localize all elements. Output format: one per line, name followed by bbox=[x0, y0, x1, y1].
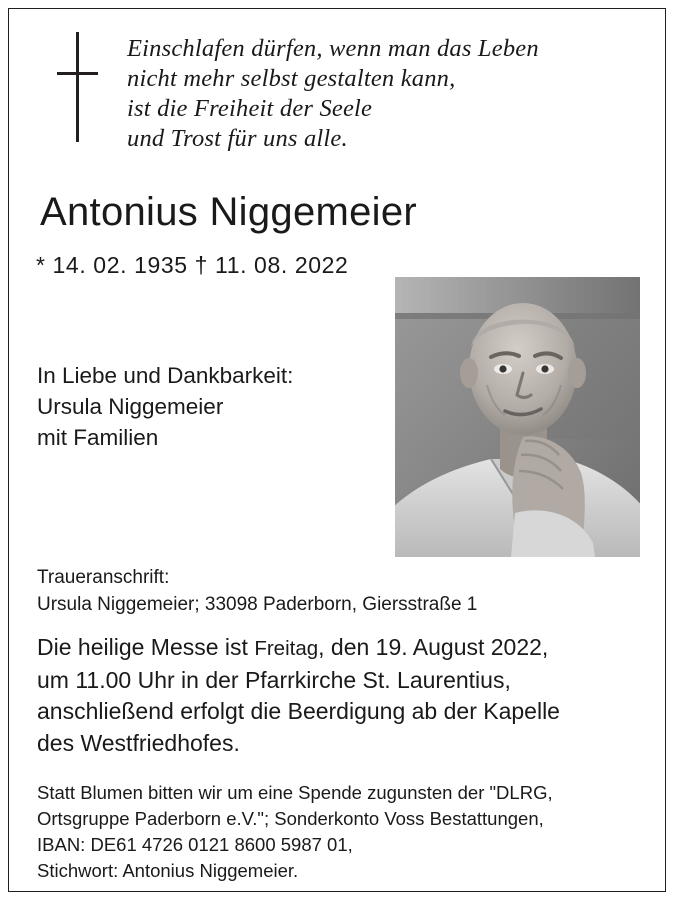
verse-line-2: nicht mehr selbst gestalten kann, bbox=[127, 65, 456, 92]
verse-line-3: ist die Freiheit der Seele bbox=[127, 95, 373, 122]
service-weekday: Freitag bbox=[254, 637, 319, 660]
memorial-verse bbox=[127, 34, 627, 154]
service-line-1b: , den 19. August 2022, bbox=[318, 634, 549, 660]
mourning-address-value: Ursula Niggemeier; 33098 Paderborn, Giersstraße 1 bbox=[37, 594, 478, 615]
verse-line-1: Einschlafen dürfen, wenn man das Leben bbox=[127, 35, 539, 62]
portrait-photo bbox=[395, 277, 640, 557]
verse-line-4: und Trost für uns alle. bbox=[127, 125, 348, 152]
family-block bbox=[37, 360, 293, 453]
deceased-name: Antonius Niggemeier bbox=[40, 190, 418, 234]
donation-line-4: Stichwort: Antonius Niggemeier. bbox=[37, 860, 299, 881]
donation-note bbox=[37, 780, 652, 884]
service-line-2: um 11.00 Uhr in der Pfarrkirche St. Laurentius, bbox=[37, 666, 511, 693]
life-dates: * 14. 02. 1935 † 11. 08. 2022 bbox=[36, 252, 349, 278]
family-line-2: Ursula Niggemeier bbox=[37, 394, 224, 419]
mourning-address bbox=[37, 564, 477, 618]
service-details bbox=[37, 632, 649, 759]
family-line-3: mit Familien bbox=[37, 425, 159, 450]
service-line-4: des Westfriedhofes. bbox=[37, 729, 240, 756]
donation-line-3: IBAN: DE61 4726 0121 8600 5987 01, bbox=[37, 834, 353, 855]
mourning-address-label: Traueranschrift: bbox=[37, 567, 170, 588]
cross-icon bbox=[56, 32, 100, 142]
service-line-1a: Die heilige Messe ist bbox=[37, 634, 255, 660]
donation-line-1: Statt Blumen bitten wir um eine Spende zugunsten der "DLRG, bbox=[37, 782, 553, 803]
donation-line-2: Ortsgruppe Paderborn e.V."; Sonderkonto Voss Bestattungen, bbox=[37, 808, 544, 829]
service-line-3: anschließend erfolgt die Beerdigung ab der Kapelle bbox=[37, 698, 560, 724]
family-line-1: In Liebe und Dankbarkeit: bbox=[37, 363, 294, 388]
